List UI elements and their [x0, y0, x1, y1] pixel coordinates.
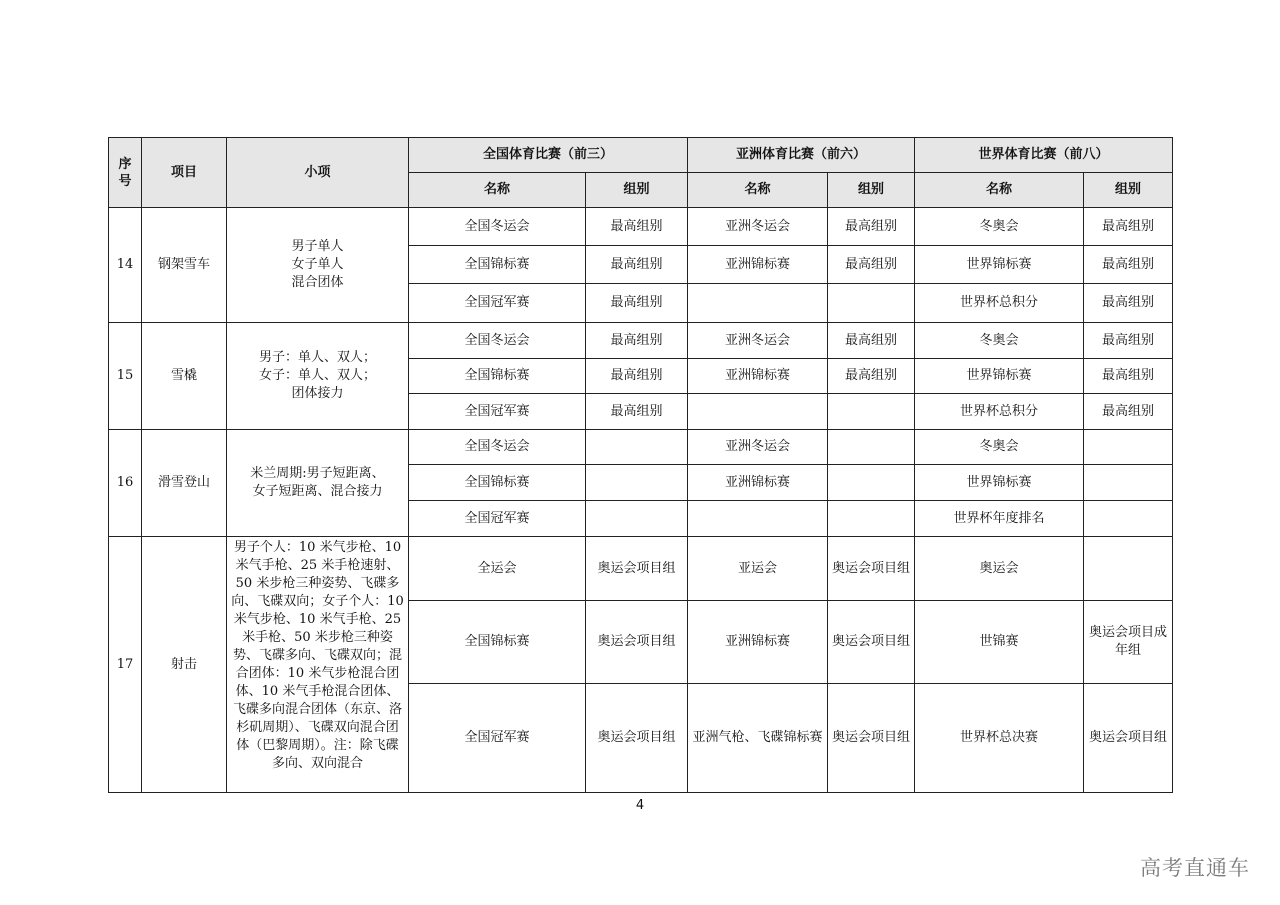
national-group: 最高组别 — [586, 394, 688, 430]
row-subitems — [227, 537, 409, 793]
row-subitems: 男子单人 女子单人 混合团体 — [227, 208, 409, 323]
asian-name: 亚洲锦标赛 — [688, 359, 828, 394]
header-national-name: 名称 — [409, 173, 586, 208]
world-name: 世界杯总积分 — [915, 284, 1084, 323]
asian-group: 奥运会项目组 — [828, 601, 915, 684]
table-row — [109, 323, 1173, 359]
national-group — [586, 465, 688, 501]
national-name: 全国冠军赛 — [409, 394, 586, 430]
table-row — [109, 537, 1173, 601]
national-group: 最高组别 — [586, 323, 688, 359]
page-number: 4 — [635, 798, 645, 813]
national-group: 最高组别 — [586, 208, 688, 246]
national-group: 最高组别 — [586, 359, 688, 394]
header-world-group: 组别 — [1084, 173, 1173, 208]
table-header — [109, 138, 1173, 208]
asian-name: 亚运会 — [688, 537, 828, 601]
world-name: 世界锦标赛 — [915, 465, 1084, 501]
asian-name: 亚洲冬运会 — [688, 323, 828, 359]
asian-group: 奥运会项目组 — [828, 684, 915, 793]
header-asian-name: 名称 — [688, 173, 828, 208]
world-name: 世界锦标赛 — [915, 246, 1084, 284]
asian-group — [828, 284, 915, 323]
world-group — [1084, 501, 1173, 537]
asian-group — [828, 501, 915, 537]
world-group: 最高组别 — [1084, 284, 1173, 323]
national-group: 最高组别 — [586, 246, 688, 284]
competition-table — [108, 137, 1173, 793]
header-national-group: 组别 — [586, 173, 688, 208]
row-event: 雪橇 — [142, 323, 227, 430]
watermark-text: 高考直通车 — [1140, 856, 1250, 880]
asian-name: 亚洲气枪、飞碟锦标赛 — [688, 684, 828, 793]
national-name: 全国冬运会 — [409, 208, 586, 246]
world-name: 冬奥会 — [915, 323, 1084, 359]
asian-group: 最高组别 — [828, 359, 915, 394]
national-group — [586, 430, 688, 465]
asian-name: 亚洲冬运会 — [688, 208, 828, 246]
world-group: 最高组别 — [1084, 246, 1173, 284]
national-group: 奥运会项目组 — [586, 601, 688, 684]
world-name: 冬奥会 — [915, 430, 1084, 465]
national-name: 全国锦标赛 — [409, 246, 586, 284]
asian-name: 亚洲锦标赛 — [688, 246, 828, 284]
table-row — [109, 430, 1173, 465]
national-name: 全国冠军赛 — [409, 501, 586, 537]
world-group: 奥运会项目成年组 — [1084, 601, 1173, 684]
national-group: 奥运会项目组 — [586, 537, 688, 601]
world-name: 世界杯总积分 — [915, 394, 1084, 430]
asian-name: 亚洲锦标赛 — [688, 465, 828, 501]
national-name: 全运会 — [409, 537, 586, 601]
national-name: 全国锦标赛 — [409, 601, 586, 684]
header-national: 全国体育比赛（前三） — [409, 138, 688, 173]
world-name: 世锦赛 — [915, 601, 1084, 684]
header-asian: 亚洲体育比赛（前六） — [688, 138, 915, 173]
row-number: 16 — [109, 430, 142, 537]
asian-name: 亚洲冬运会 — [688, 430, 828, 465]
national-name: 全国锦标赛 — [409, 465, 586, 501]
asian-group: 奥运会项目组 — [828, 537, 915, 601]
world-name: 奥运会 — [915, 537, 1084, 601]
world-group — [1084, 537, 1173, 601]
row-number: 15 — [109, 323, 142, 430]
row-number: 17 — [109, 537, 142, 793]
header-seq: 序号 — [109, 138, 142, 208]
row-subitems: 米兰周期:男子短距离、 女子短距离、混合接力 — [227, 430, 409, 537]
asian-group — [828, 430, 915, 465]
world-group: 最高组别 — [1084, 208, 1173, 246]
asian-group — [828, 394, 915, 430]
table-row — [109, 208, 1173, 246]
world-group — [1084, 430, 1173, 465]
national-group: 奥运会项目组 — [586, 684, 688, 793]
world-name: 世界杯总决赛 — [915, 684, 1084, 793]
world-group: 最高组别 — [1084, 323, 1173, 359]
row-subitems: 男子：单人、双人； 女子：单人、双人； 团体接力 — [227, 323, 409, 430]
asian-name — [688, 501, 828, 537]
national-name: 全国冠军赛 — [409, 284, 586, 323]
national-group: 最高组别 — [586, 284, 688, 323]
header-world: 世界体育比赛（前八） — [915, 138, 1173, 173]
world-name: 冬奥会 — [915, 208, 1084, 246]
row-event: 射击 — [142, 537, 227, 793]
world-group: 最高组别 — [1084, 394, 1173, 430]
asian-group: 最高组别 — [828, 208, 915, 246]
national-name: 全国冬运会 — [409, 323, 586, 359]
world-group — [1084, 465, 1173, 501]
national-group — [586, 501, 688, 537]
asian-name: 亚洲锦标赛 — [688, 601, 828, 684]
header-sub: 小项 — [227, 138, 409, 208]
world-name: 世界锦标赛 — [915, 359, 1084, 394]
world-group: 最高组别 — [1084, 359, 1173, 394]
header-world-name: 名称 — [915, 173, 1084, 208]
national-name: 全国锦标赛 — [409, 359, 586, 394]
header-event: 项目 — [142, 138, 227, 208]
world-group: 奥运会项目组 — [1084, 684, 1173, 793]
national-name: 全国冬运会 — [409, 430, 586, 465]
row-event: 钢架雪车 — [142, 208, 227, 323]
asian-group — [828, 465, 915, 501]
asian-group: 最高组别 — [828, 323, 915, 359]
row-subitems-text: 男子个人：10 米气步枪、10 米气手枪、25 米手枪速射、50 米步枪三种姿势、飞碟多向、飞碟双向；女子个人：10 米气步枪、10 米气手枪、25 米手枪、50 米步枪三种姿势、飞碟多向、飞碟双向；混合团体：10 米气步枪混合团体、10 米气手枪混合团体、飞碟多向混合团体（东京、洛杉矶周期）、飞碟双向混合团体（巴黎周期）。注：除飞碟多向、双向混合 — [231, 540, 404, 771]
asian-group: 最高组别 — [828, 246, 915, 284]
row-event: 滑雪登山 — [142, 430, 227, 537]
asian-name — [688, 284, 828, 323]
national-name: 全国冠军赛 — [409, 684, 586, 793]
asian-name — [688, 394, 828, 430]
world-name: 世界杯年度排名 — [915, 501, 1084, 537]
row-number: 14 — [109, 208, 142, 323]
header-asian-group: 组别 — [828, 173, 915, 208]
